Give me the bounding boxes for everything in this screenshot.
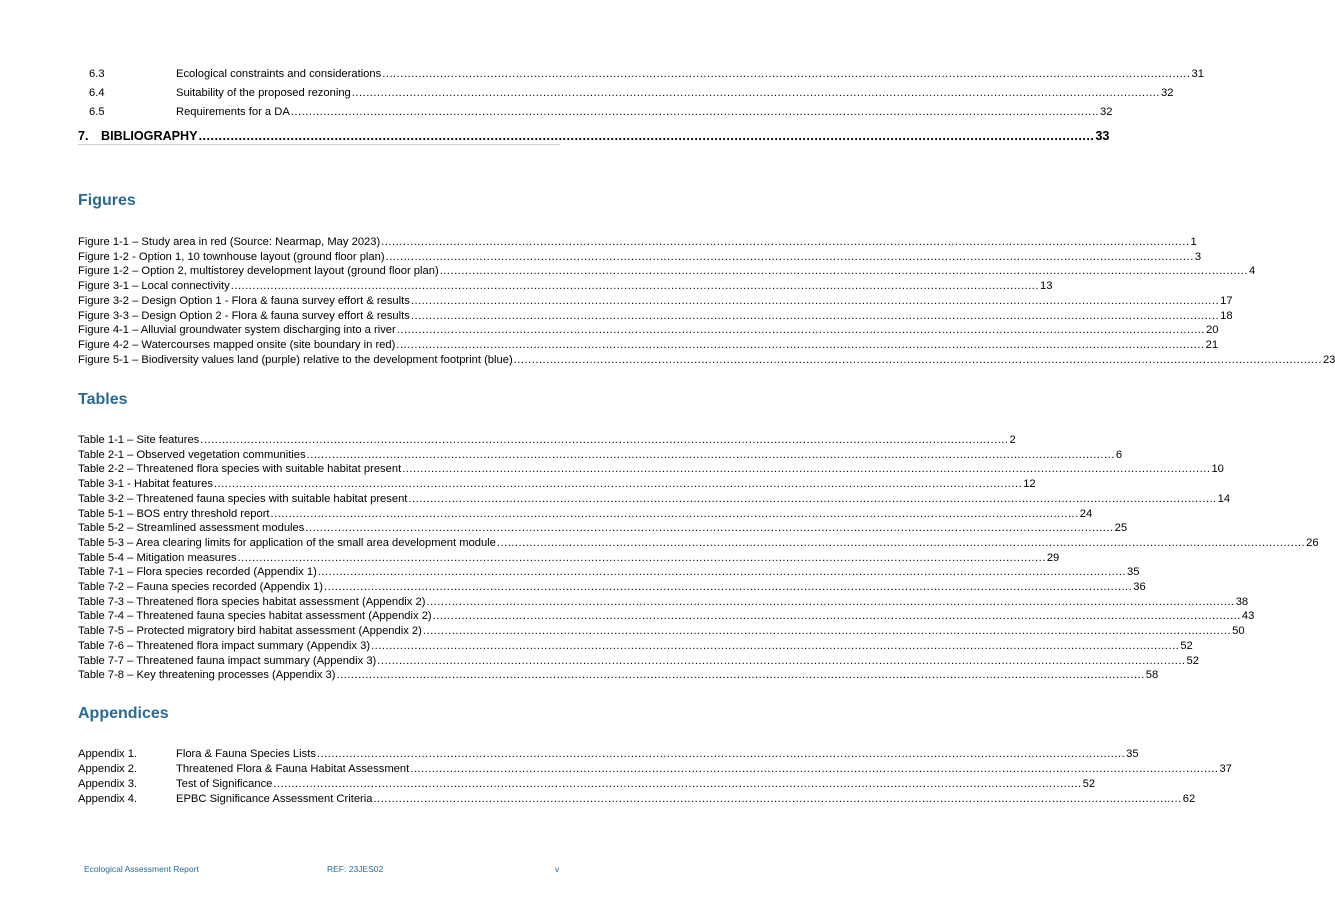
- toc-entry-6-5[interactable]: [89, 103, 1113, 119]
- table-entry-page: 6: [1115, 448, 1123, 461]
- figure-entry-page: 3: [1194, 250, 1202, 263]
- table-entry-title: Table 3-2 – Threatened fauna species with suitable habitat present: [78, 492, 408, 505]
- table-entry[interactable]: [78, 534, 1319, 550]
- appendix-entry[interactable]: [78, 775, 1096, 791]
- figure-entry-page: 4: [1248, 265, 1256, 278]
- divider: [78, 144, 560, 145]
- footer-reference: REF: 23JES02: [327, 864, 384, 874]
- figure-entry-title: Figure 5-1 – Biodiversity values land (purple) relative to the development footprint (blue): [78, 353, 513, 366]
- table-entry[interactable]: [78, 549, 1060, 565]
- table-entry[interactable]: [78, 593, 1249, 609]
- table-entry-title: Table 7-6 – Threatened flora impact summary (Appendix 3): [78, 639, 371, 652]
- toc-entry-6-4[interactable]: [89, 84, 1174, 100]
- footer-page-number: v: [555, 864, 560, 874]
- table-entry-title: Table 7-2 – Fauna species recorded (Appendix 1): [78, 581, 324, 593]
- table-entry-page: 52: [1180, 639, 1193, 652]
- table-entry-page: 25: [1114, 522, 1128, 535]
- table-entry[interactable]: [78, 460, 1224, 476]
- table-entry[interactable]: [78, 490, 1231, 506]
- table-entry[interactable]: [78, 519, 1128, 535]
- figure-entry-page: 13: [1039, 280, 1053, 293]
- toc-entry-6-3[interactable]: [89, 65, 1204, 81]
- appendix-entry-label: Appendix 3.: [78, 778, 138, 790]
- toc-entry-page: 33: [1095, 129, 1110, 143]
- appendix-entry-title: EPBC Significance Assessment Criteria: [176, 793, 373, 805]
- figure-entry[interactable]: [78, 233, 1197, 249]
- table-entry-title: Table 5-2 – Streamlined assessment modules: [78, 522, 305, 535]
- appendix-entry-label: Appendix 2.: [78, 763, 138, 775]
- table-entry-page: 43: [1241, 610, 1255, 623]
- table-entry-title: Table 7-3 – Threatened flora species habitat assessment (Appendix 2): [78, 595, 426, 608]
- table-entry-page: 26: [1306, 536, 1319, 549]
- figures-heading: Figures: [78, 192, 136, 209]
- table-entry-title: Table 2-1 – Observed vegetation communities: [78, 448, 306, 461]
- dot-leader: [514, 353, 1322, 367]
- table-entry[interactable]: [78, 505, 1093, 521]
- toc-entry-title: BIBLIOGRAPHY: [101, 129, 198, 143]
- dot-leader: [497, 536, 1305, 550]
- table-entry-title: Table 5-4 – Mitigation measures: [78, 551, 237, 564]
- dot-leader: [336, 668, 1144, 682]
- figure-entry-title: Figure 3-3 – Design Option 2 - Flora & fauna survey effort & results: [78, 309, 410, 322]
- appendix-entry[interactable]: [78, 745, 1139, 761]
- figure-entry-title: Figure 3-2 – Design Option 1 - Flora & fauna survey effort & results: [78, 294, 410, 307]
- dot-leader: [373, 792, 1181, 806]
- toc-entry-bibliography[interactable]: [78, 127, 1110, 143]
- dot-leader: [440, 264, 1248, 278]
- table-entry[interactable]: [78, 637, 1193, 653]
- dot-leader: [273, 777, 1081, 791]
- figure-entry-page: 21: [1205, 338, 1219, 351]
- figure-entry-title: Figure 1-1 – Study area in red (Source: Nearmap, May 2023): [78, 236, 381, 248]
- table-entry-title: Table 7-5 – Protected migratory bird habitat assessment (Appendix 2): [78, 625, 422, 638]
- toc-entry-number: 6.5: [89, 106, 105, 118]
- figure-entry-page: 17: [1220, 294, 1233, 307]
- figure-entry[interactable]: [78, 321, 1219, 337]
- table-entry-page: 2: [1009, 434, 1016, 446]
- table-entry-page: 24: [1079, 507, 1093, 520]
- table-entry-page: 12: [1023, 478, 1036, 491]
- figure-entry[interactable]: [78, 307, 1233, 323]
- table-entry-title: Table 5-3 – Area clearing limits for application of the small area development module: [78, 536, 496, 549]
- appendix-entry-label: Appendix 1.: [78, 748, 138, 760]
- table-entry[interactable]: [78, 431, 1016, 447]
- table-entry-title: Table 2-2 – Threatened flora species with suitable habitat present: [78, 463, 402, 476]
- appendix-entry[interactable]: [78, 790, 1196, 806]
- figure-entry-title: Figure 1-2 - Option 1, 10 townhouse layout (ground floor plan): [78, 250, 385, 263]
- toc-entry-title: Requirements for a DA: [176, 106, 290, 118]
- appendix-entry-page: 62: [1182, 793, 1196, 805]
- table-entry-title: Table 1-1 – Site features: [78, 434, 200, 446]
- appendix-entry[interactable]: [78, 760, 1232, 776]
- table-entry[interactable]: [78, 652, 1199, 668]
- table-entry-title: Table 7-7 – Threatened fauna impact summary (Appendix 3): [78, 654, 377, 667]
- table-entry-title: Table 7-8 – Key threatening processes (Appendix 3): [78, 669, 336, 682]
- figure-entry[interactable]: [78, 351, 1335, 367]
- toc-entry-page: 32: [1161, 87, 1174, 99]
- dot-leader: [410, 762, 1218, 776]
- toc-entry-number: 6.4: [89, 87, 105, 99]
- toc-entry-title: Suitability of the proposed rezoning: [176, 87, 351, 99]
- figure-entry-title: Figure 1-2 – Option 2, multistorey development layout (ground floor plan): [78, 265, 439, 278]
- figure-entry-title: Figure 4-1 – Alluvial groundwater system discharging into a river: [78, 324, 396, 337]
- figure-entry[interactable]: [78, 292, 1233, 308]
- appendix-entry-page: 52: [1082, 778, 1096, 790]
- toc-entry-page: 32: [1100, 106, 1113, 118]
- figure-entry-page: 18: [1220, 309, 1233, 322]
- figure-entry[interactable]: [78, 336, 1219, 352]
- toc-entry-title: Ecological constraints and considerations: [176, 68, 382, 80]
- appendix-entry-page: 37: [1219, 763, 1232, 775]
- table-entry-title: Table 3-1 - Habitat features: [78, 478, 213, 491]
- table-entry[interactable]: [78, 578, 1146, 594]
- table-entry[interactable]: [78, 607, 1255, 623]
- figure-entry[interactable]: [78, 248, 1202, 264]
- table-entry-page: 52: [1186, 654, 1199, 667]
- table-entry-page: 10: [1211, 463, 1224, 476]
- table-entry[interactable]: [78, 563, 1140, 579]
- appendix-entry-page: 35: [1126, 748, 1139, 760]
- table-entry-title: Table 7-1 – Flora species recorded (Appendix 1): [78, 566, 317, 579]
- table-entry-page: 35: [1127, 566, 1140, 579]
- toc-entry-number: 6.3: [89, 68, 105, 80]
- appendix-entry-label: Appendix 4.: [78, 793, 138, 805]
- toc-entry-number: 7.: [78, 129, 89, 143]
- figure-entry-title: Figure 3-1 – Local connectivity: [78, 280, 230, 293]
- table-entry-page: 58: [1145, 669, 1159, 682]
- table-entry-title: Table 7-4 – Threatened fauna species habitat assessment (Appendix 2): [78, 610, 432, 623]
- dot-leader: [291, 105, 1099, 119]
- table-entry-page: 38: [1235, 595, 1249, 608]
- appendix-entry-title: Test of Significance: [176, 778, 273, 790]
- toc-entry-page: 31: [1191, 68, 1204, 80]
- appendices-heading: Appendices: [78, 705, 169, 722]
- table-entry[interactable]: [78, 622, 1245, 638]
- figure-entry[interactable]: [78, 277, 1053, 293]
- table-entry-page: 14: [1217, 492, 1231, 505]
- figure-entry-page: 1: [1190, 236, 1197, 248]
- figure-entry-page: 23: [1322, 353, 1335, 366]
- table-entry-page: 29: [1046, 551, 1060, 564]
- figure-entry-title: Figure 4-2 – Watercourses mapped onsite (site boundary in red): [78, 338, 396, 351]
- figure-entry-page: 20: [1206, 324, 1219, 337]
- table-entry-page: 50: [1232, 625, 1245, 638]
- table-entry[interactable]: [78, 446, 1123, 462]
- appendix-entry-title: Flora & Fauna Species Lists: [176, 748, 316, 760]
- table-entry-title: Table 5-1 – BOS entry threshold report: [78, 507, 270, 520]
- dot-leader: [352, 86, 1160, 100]
- table-entry[interactable]: [78, 475, 1036, 491]
- appendix-entry-title: Threatened Flora & Fauna Habitat Assessment: [176, 763, 410, 775]
- tables-heading: Tables: [78, 391, 128, 408]
- figure-entry[interactable]: [78, 262, 1256, 278]
- footer-report-title: Ecological Assessment Report: [84, 864, 199, 874]
- dot-leader: [317, 747, 1125, 761]
- table-entry[interactable]: [78, 666, 1159, 682]
- dot-leader: [382, 67, 1190, 81]
- dot-leader: [199, 129, 1095, 143]
- table-entry-page: 36: [1133, 581, 1146, 593]
